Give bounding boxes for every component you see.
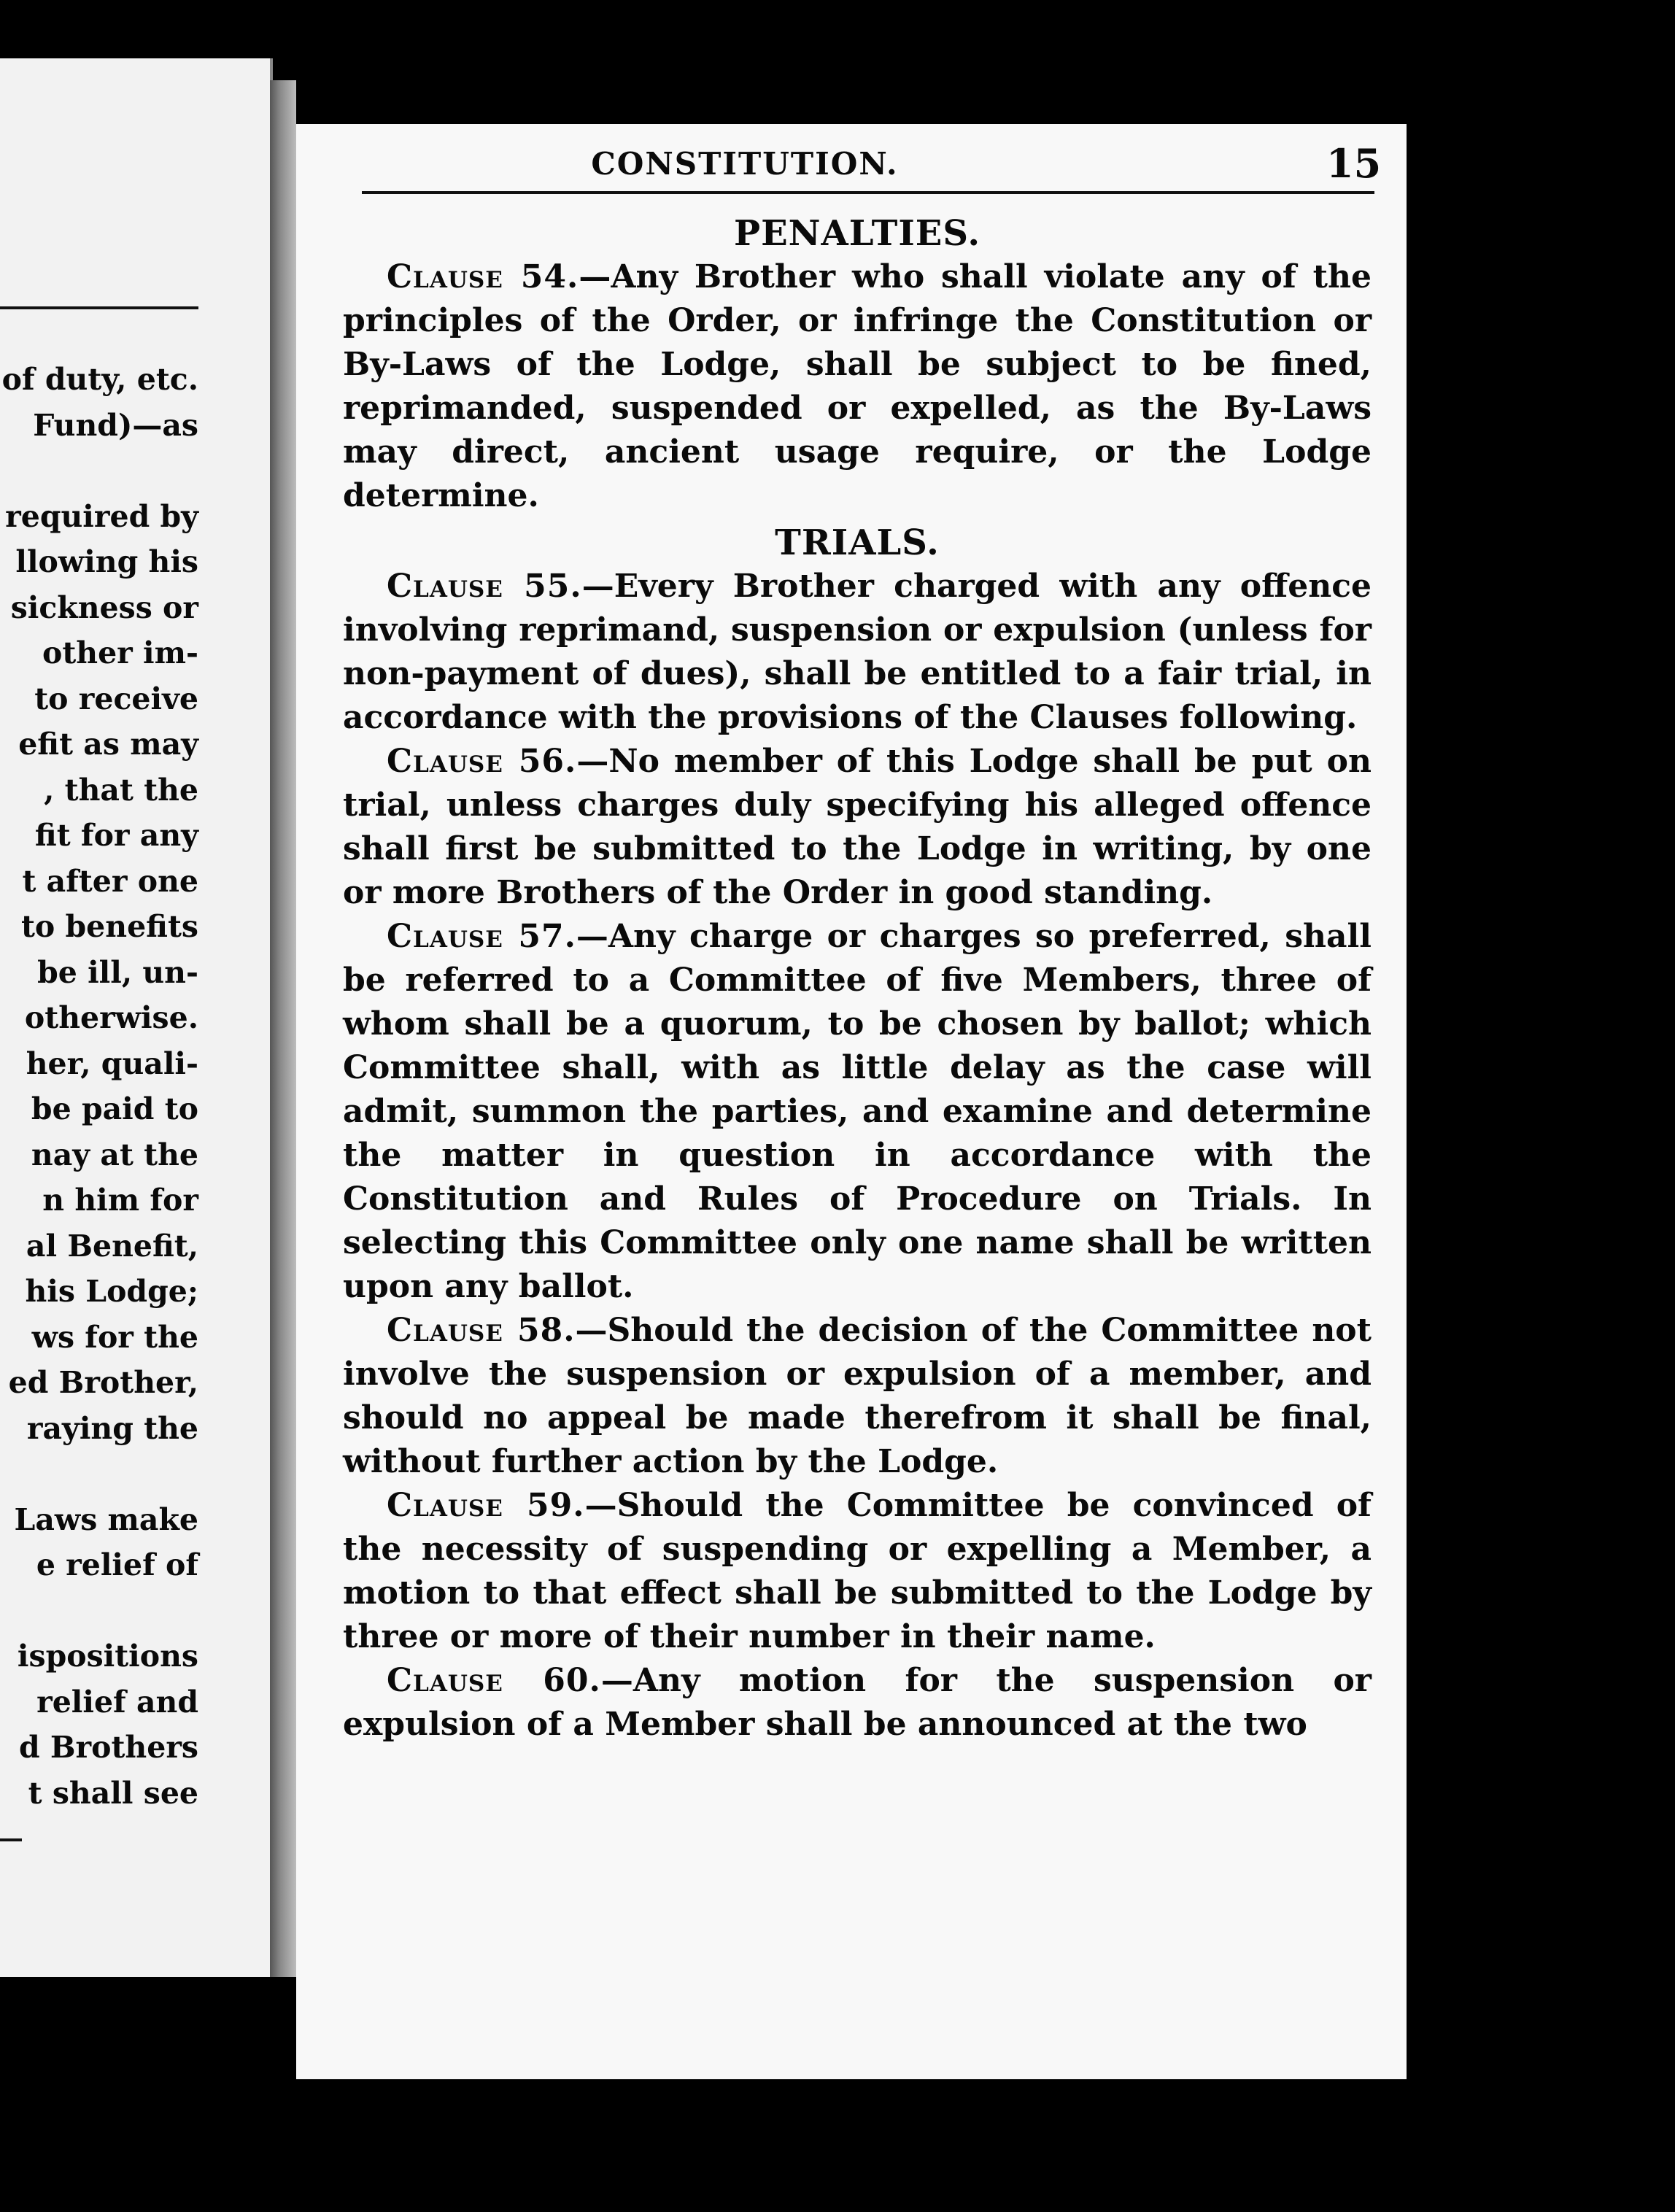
- facing-page-line: sickness or: [10, 589, 198, 625]
- facing-page-line: e relief of: [36, 1547, 198, 1582]
- facing-page-line: to receive: [34, 681, 198, 716]
- section-heading-penalties: PENALTIES.: [733, 213, 981, 254]
- facing-page-line: Laws make: [14, 1501, 198, 1537]
- section-heading-trials: TRIALS.: [775, 522, 940, 563]
- clause-label: Clause 56.: [387, 743, 577, 780]
- facing-page-rule: [0, 306, 198, 309]
- facing-page-line: otherwise.: [24, 1000, 198, 1035]
- clause-label: Clause 58.: [387, 1312, 576, 1349]
- clause-60: [343, 1659, 1372, 1747]
- clause-54: [343, 255, 1372, 518]
- clause-text: —Should the decision of the Committee not involve the suspension or expulsion of a member, and should no appeal be made therefrom it shall be final, without further action by the Lodge.: [343, 1312, 1372, 1480]
- facing-page-line: Fund)—as: [33, 407, 198, 443]
- facing-page-line: d Brothers: [18, 1730, 198, 1765]
- clause-59: [343, 1484, 1372, 1659]
- clause-57: [343, 915, 1372, 1309]
- facing-page-line: his Lodge;: [25, 1274, 198, 1309]
- facing-page-line: efit as may: [18, 727, 198, 762]
- clause-text: —Should the Committee be convinced of the necessity of suspending or expelling a Member, a motion to that effect shall be submitted to the Lodge by three or more of their number in their name.: [343, 1487, 1372, 1655]
- facing-page-line: raying the: [26, 1410, 198, 1446]
- clause-label: Clause 57.: [387, 918, 576, 955]
- facing-page-line: , that the: [44, 772, 198, 808]
- facing-page-fragment: [0, 58, 273, 1977]
- facing-page-line: n him for: [42, 1183, 198, 1218]
- facing-page-dash: [0, 1838, 22, 1841]
- facing-page-line: ed Brother,: [8, 1365, 198, 1400]
- facing-page-line: to benefits: [20, 909, 198, 944]
- page-body: [343, 209, 1372, 1747]
- facing-page-line: other im-: [42, 635, 198, 670]
- book-gutter: [270, 80, 296, 1977]
- clause-56: [343, 740, 1372, 915]
- clause-text: —Any charge or charges so preferred, shall be referred to a Committee of five Members, three of whom shall be a quorum, to be chosen by ballot; which Committee shall, with as little delay as the case will admit, summon the parties, and examine and determine the matter in question in accordance with the Constitution and Rules of Procedure on Trials. In selecting this Committee only one name shall be written upon any ballot.: [343, 918, 1372, 1305]
- facing-page-line: ispositions: [17, 1639, 198, 1674]
- facing-page-line: relief and: [36, 1684, 198, 1720]
- facing-page-line: of duty, etc.: [1, 362, 198, 397]
- facing-page-line: fit for any: [34, 818, 198, 853]
- facing-page-line: t after one: [22, 863, 198, 899]
- facing-page-line: required by: [5, 498, 198, 534]
- facing-page-line: be ill, un-: [37, 954, 198, 990]
- facing-page-line: al Benefit,: [26, 1228, 198, 1264]
- clause-label: Clause 59.: [387, 1487, 585, 1524]
- clause-label: Clause 60.: [387, 1662, 601, 1699]
- clause-58: [343, 1309, 1372, 1484]
- clause-text: —Any Brother who shall violate any of the principles of the Order, or infringe the Constitution or By-Laws of the Lodge, shall be subject to be fined, reprimanded, suspended or expelled, as the By-Laws may direct, ancient usage require, or the Lodge determine.: [343, 258, 1372, 514]
- clause-label: Clause 54.: [387, 258, 579, 295]
- clause-text: —No member of this Lodge shall be put on trial, unless charges duly specifying his alleged offence shall first be submitted to the Lodge in writing, by one or more Brothers of the Order in good standing.: [343, 743, 1372, 911]
- clause-55: [343, 565, 1372, 740]
- facing-page-line: nay at the: [31, 1137, 198, 1172]
- facing-page-line: t shall see: [28, 1775, 198, 1811]
- clause-text: —Any motion for the suspension or expulsion of a Member shall be announced at the two: [343, 1662, 1372, 1743]
- clause-label: Clause 55.: [387, 568, 582, 605]
- page-number: 15: [1326, 140, 1382, 187]
- clause-text: —Every Brother charged with any offence involving reprimand, suspension or expulsion (unless for non-payment of dues), shall be entitled to a fair trial, in accordance with the provisions of the Clauses following.: [343, 568, 1372, 736]
- header-rule: [362, 191, 1374, 194]
- facing-page-line: her, quali-: [26, 1045, 198, 1081]
- facing-page-line: ws for the: [31, 1319, 198, 1355]
- facing-page-line: be paid to: [31, 1091, 198, 1126]
- facing-page-line: llowing his: [15, 544, 198, 579]
- running-title: CONSTITUTION.: [591, 146, 899, 182]
